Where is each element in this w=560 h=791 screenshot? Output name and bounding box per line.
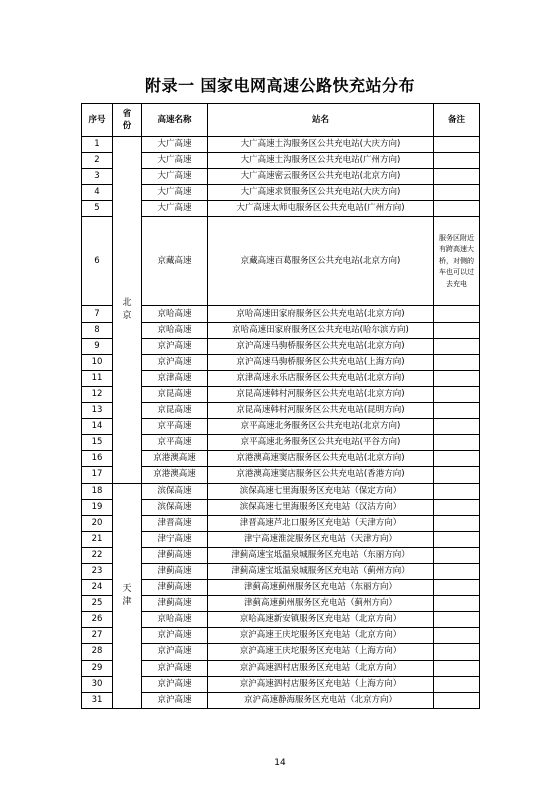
highway-name: 京哈高速 [142, 306, 208, 322]
station-name: 津蓟高速宝坻温泉城服务区充电站（蓟州方向） [208, 563, 434, 579]
table-row [82, 499, 480, 515]
note-cell [434, 612, 480, 628]
row-number: 28 [82, 644, 113, 660]
station-name: 京昆高速韩村河服务区公共充电站(北京方向) [208, 386, 434, 402]
row-number: 19 [82, 499, 113, 515]
highway-name: 京港澳高速 [142, 467, 208, 483]
row-number: 31 [82, 692, 113, 708]
highway-name: 京沪高速 [142, 628, 208, 644]
table-row [82, 596, 480, 612]
station-name: 京沪高速马驹桥服务区公共充电站(上海方向) [208, 354, 434, 370]
table-row [82, 306, 480, 322]
row-number: 9 [82, 338, 113, 354]
note-cell [434, 153, 480, 169]
table-row [82, 467, 480, 483]
note-cell [434, 137, 480, 153]
row-number: 24 [82, 580, 113, 596]
station-name: 津晋高速芦北口服务区充电站（天津方向） [208, 515, 434, 531]
station-name: 大广高速求贤服务区公共充电站(大庆方向) [208, 185, 434, 201]
table-header-row [82, 104, 480, 137]
station-name: 大广高速密云服务区公共充电站(北京方向) [208, 169, 434, 185]
table-row [82, 370, 480, 386]
station-name: 京港澳高速窦店服务区公共充电站(北京方向) [208, 451, 434, 467]
table-row [82, 386, 480, 402]
station-name: 京哈高速田家府服务区公共充电站(北京方向) [208, 306, 434, 322]
note-cell [434, 185, 480, 201]
row-number: 21 [82, 531, 113, 547]
highway-name: 滨保高速 [142, 483, 208, 499]
station-name: 津蓟高速宝坻温泉城服务区充电站（东丽方向） [208, 547, 434, 563]
highway-name: 京昆高速 [142, 386, 208, 402]
table-row [82, 153, 480, 169]
station-name: 京沪高速王庆坨服务区充电站（北京方向） [208, 628, 434, 644]
highway-name: 京藏高速 [142, 217, 208, 306]
station-name: 京津高速永乐店服务区公共充电站(北京方向) [208, 370, 434, 386]
table-row [82, 692, 480, 708]
table-row [82, 169, 480, 185]
row-number: 1 [82, 137, 113, 153]
station-name: 大广高速土沟服务区公共充电站(大庆方向) [208, 137, 434, 153]
station-name: 京港澳高速窦店服务区公共充电站(香港方向) [208, 467, 434, 483]
table-row [82, 612, 480, 628]
highway-name: 津晋高速 [142, 515, 208, 531]
table-row [82, 547, 480, 563]
highway-name: 大广高速 [142, 153, 208, 169]
note-cell: 服务区附近有跨高速大桥，对侧的车也可以过去充电 [434, 217, 480, 306]
row-number: 4 [82, 185, 113, 201]
note-cell [434, 628, 480, 644]
row-number: 30 [82, 676, 113, 692]
note-cell [434, 563, 480, 579]
row-number: 2 [82, 153, 113, 169]
row-number: 13 [82, 403, 113, 419]
row-number: 22 [82, 547, 113, 563]
station-name: 京沪高速马驹桥服务区公共充电站(北京方向) [208, 338, 434, 354]
table-row [82, 201, 480, 217]
note-cell [434, 531, 480, 547]
table-row [82, 419, 480, 435]
header-no: 序号 [82, 104, 113, 137]
province-cell: 北 京 [113, 137, 142, 484]
highway-name: 津蓟高速 [142, 580, 208, 596]
note-cell [434, 306, 480, 322]
table-row [82, 354, 480, 370]
table-row [82, 338, 480, 354]
station-name: 京平高速北务服务区公共充电站(北京方向) [208, 419, 434, 435]
table-row [82, 137, 480, 153]
highway-name: 京平高速 [142, 419, 208, 435]
row-number: 14 [82, 419, 113, 435]
header-station: 站名 [208, 104, 434, 137]
highway-name: 京津高速 [142, 370, 208, 386]
page-title: 附录一 国家电网高速公路快充站分布 [144, 76, 416, 95]
station-name: 大广高速土沟服务区公共充电站(广州方向) [208, 153, 434, 169]
note-cell [434, 692, 480, 708]
highway-name: 京沪高速 [142, 338, 208, 354]
note-cell [434, 354, 480, 370]
page-number: 14 [274, 758, 286, 768]
note-cell [434, 419, 480, 435]
table-row [82, 531, 480, 547]
note-cell [434, 451, 480, 467]
station-name: 京藏高速百葛服务区公共充电站(北京方向) [208, 217, 434, 306]
highway-name: 京沪高速 [142, 676, 208, 692]
table-row [82, 563, 480, 579]
note-cell [434, 201, 480, 217]
note-cell [434, 370, 480, 386]
highway-name: 京哈高速 [142, 612, 208, 628]
highway-name: 滨保高速 [142, 499, 208, 515]
note-cell [434, 499, 480, 515]
header-highway: 高速名称 [142, 104, 208, 137]
highway-name: 京沪高速 [142, 644, 208, 660]
station-name: 滨保高速七里海服务区充电站（汉沽方向） [208, 499, 434, 515]
row-number: 27 [82, 628, 113, 644]
note-cell [434, 580, 480, 596]
station-name: 大广高速太师屯服务区公共充电站(广州方向) [208, 201, 434, 217]
station-name: 京哈高速新安镇服务区充电站（北京方向） [208, 612, 434, 628]
highway-name: 京平高速 [142, 435, 208, 451]
station-name: 京沪高速泗村店服务区充电站（北京方向） [208, 660, 434, 676]
station-name: 京昆高速韩村河服务区公共充电站(昆明方向) [208, 403, 434, 419]
note-cell [434, 169, 480, 185]
note-cell [434, 644, 480, 660]
header-note: 备注 [434, 104, 480, 137]
station-name: 津宁高速淮淀服务区充电站（天津方向） [208, 531, 434, 547]
note-cell [434, 467, 480, 483]
table-row [82, 676, 480, 692]
highway-name: 京港澳高速 [142, 451, 208, 467]
row-number: 12 [82, 386, 113, 402]
header-province: 省 份 [113, 104, 142, 137]
table-row [82, 644, 480, 660]
table-row [82, 515, 480, 531]
table-row [82, 451, 480, 467]
highway-name: 津蓟高速 [142, 563, 208, 579]
note-cell [434, 676, 480, 692]
row-number: 10 [82, 354, 113, 370]
note-cell [434, 483, 480, 499]
table-body [82, 137, 480, 709]
table-row [82, 217, 480, 306]
row-number: 17 [82, 467, 113, 483]
row-number: 15 [82, 435, 113, 451]
highway-name: 大广高速 [142, 185, 208, 201]
table-row [82, 322, 480, 338]
highway-name: 京沪高速 [142, 660, 208, 676]
highway-name: 京昆高速 [142, 403, 208, 419]
row-number: 7 [82, 306, 113, 322]
row-number: 23 [82, 563, 113, 579]
note-cell [434, 403, 480, 419]
highway-name: 京沪高速 [142, 354, 208, 370]
station-name: 京沪高速静海服务区充电站（北京方向） [208, 692, 434, 708]
highway-name: 大广高速 [142, 169, 208, 185]
row-number: 3 [82, 169, 113, 185]
station-name: 京哈高速田家府服务区公共充电站(哈尔滨方向) [208, 322, 434, 338]
row-number: 8 [82, 322, 113, 338]
station-name: 津蓟高速蓟州服务区充电站（东丽方向） [208, 580, 434, 596]
highway-name: 京哈高速 [142, 322, 208, 338]
table-row [82, 185, 480, 201]
highway-name: 大广高速 [142, 201, 208, 217]
row-number: 11 [82, 370, 113, 386]
row-number: 29 [82, 660, 113, 676]
row-number: 20 [82, 515, 113, 531]
row-number: 6 [82, 217, 113, 306]
note-cell [434, 338, 480, 354]
charging-station-table [81, 103, 480, 709]
station-name: 京沪高速王庆坨服务区充电站（上海方向） [208, 644, 434, 660]
note-cell [434, 322, 480, 338]
station-name: 津蓟高速蓟州服务区充电站（蓟州方向） [208, 596, 434, 612]
row-number: 16 [82, 451, 113, 467]
row-number: 26 [82, 612, 113, 628]
table-row [82, 435, 480, 451]
table-row [82, 403, 480, 419]
highway-name: 津蓟高速 [142, 547, 208, 563]
table-row [82, 580, 480, 596]
station-name: 京平高速北务服务区公共充电站(平谷方向) [208, 435, 434, 451]
note-cell [434, 515, 480, 531]
station-name: 滨保高速七里海服务区充电站（保定方向） [208, 483, 434, 499]
row-number: 25 [82, 596, 113, 612]
highway-name: 大广高速 [142, 137, 208, 153]
highway-name: 津宁高速 [142, 531, 208, 547]
highway-name: 京沪高速 [142, 692, 208, 708]
row-number: 5 [82, 201, 113, 217]
note-cell [434, 386, 480, 402]
note-cell [434, 596, 480, 612]
row-number: 18 [82, 483, 113, 499]
station-name: 京沪高速泗村店服务区充电站（上海方向） [208, 676, 434, 692]
note-cell [434, 547, 480, 563]
table-row [82, 660, 480, 676]
table-row [82, 628, 480, 644]
note-cell [434, 435, 480, 451]
province-cell: 天 津 [113, 483, 142, 708]
note-cell [434, 660, 480, 676]
highway-name: 津蓟高速 [142, 596, 208, 612]
table-row [82, 483, 480, 499]
